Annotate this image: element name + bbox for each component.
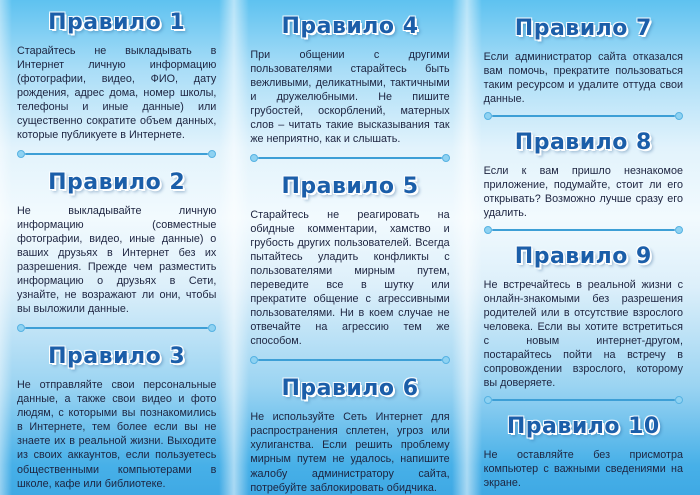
rule-card-1 [17,6,216,166]
divider-line [258,359,441,361]
rule-title-7: Правило 7 [514,16,652,41]
divider-dot-icon [675,112,683,120]
divider-dot-icon [675,396,683,404]
divider-dot-icon [208,150,216,158]
divider-line [492,115,675,117]
divider [17,324,216,332]
divider-dot-icon [208,324,216,332]
rule-title-1: Правило 1 [48,10,186,35]
rule-card-4 [250,10,449,170]
divider-dot-icon [250,154,258,162]
divider [484,396,683,404]
rule-body-3: Не отправляйте свои персональные данные, а также свои видео и фото людям, с которыми вы познакомились в Интернете, тем более если вы не знаете их в реальной жизни. Выходите из своих аккаунтов, если пользуетесь общественными компьютерами в школе, кафе или библиотеке. [17,379,217,490]
divider-dot-icon [250,356,258,364]
rule-body-1: Старайтесь не выкладывать в Интернет личную информацию (фотографии, видео, ФИО, дату рождения, адрес дома, номер школы, телефоны и иные данные) или существенно сократите объем данных, которые публикуете в Интернете. [17,44,217,142]
divider [17,150,216,158]
rule-card-5 [250,170,449,372]
divider-line [492,229,675,231]
divider-dot-icon [484,112,492,120]
panel-left [0,0,233,495]
rule-card-6 [250,372,449,495]
divider [484,112,683,120]
rule-card-9 [484,240,683,410]
rule-body-6: Не используйте Сеть Интернет для распространения сплетен, угроз или хулиганства. Если решить проблему мирным путем не удалось, напишите жалобу администратору сайта, потребуйте заблокировать обидчика. [250,411,450,494]
divider [484,226,683,234]
rule-title-2: Правило 2 [48,170,186,196]
divider-dot-icon [484,396,492,404]
rule-body-4: При общении с другими пользователями старайтесь быть вежливыми, деликатными, тактичными и дружелюбными. Не пишите грубостей, оскорблений, матерных слов – читать такие высказывания так же неприятно, как и слышать. [250,48,450,146]
divider [250,154,449,162]
rule-body-7: Если администратор сайта отказался вам помочь, прекратите пользоваться таким ресурсом и удалите оттуда свои данные. [483,50,683,106]
divider-dot-icon [17,324,25,332]
rule-card-7 [484,12,683,126]
rule-title-3: Правило 3 [48,344,186,370]
divider-dot-icon [484,226,492,234]
rule-title-4: Правило 4 [281,14,419,39]
divider-dot-icon [442,356,450,364]
divider-dot-icon [442,154,450,162]
divider-dot-icon [675,226,683,234]
rule-body-2: Не выкладывайте личную информацию (совместные фотографии, видео, иные данные) о ваших друзьях в Интернет без их разрешения. Прежде чем разместить информацию о друзьях в Сети, узнайте, не возражают ли они, чтобы вы выложили данные. [17,205,217,316]
rule-body-10: Не оставляйте без присмотра компьютер с важными сведениями на экране. [483,449,683,490]
rule-card-2 [17,166,216,340]
divider-dot-icon [17,150,25,158]
rule-card-3 [17,340,216,495]
rule-body-9: Не встречайтесь в реальной жизни с онлайн-знакомыми без разрешения родителей или в отсутствие взрослого человека. Если вы хотите встретиться с новым интернет-другом, постарайтесь пойти на встречу в сопровождении взрослого, которому вы доверяете. [483,279,683,390]
rule-card-10 [484,410,683,495]
rule-title-5: Правило 5 [281,174,419,200]
divider-line [25,327,208,329]
rule-title-8: Правило 8 [514,130,652,156]
rule-title-10: Правило 10 [506,414,660,440]
rule-title-6: Правило 6 [281,376,419,402]
rule-body-5: Старайтесь не реагировать на обидные комментарии, хамство и грубость других пользователей. Всегда пытайтесь уладить конфликты с пользователями мирным путем, переведите все в шутку или прекратите общение с агрессивными пользователями. Ни в коем случае не отвечайте на агрессию тем же способом. [250,209,450,348]
rule-body-8: Если к вам пришло незнакомое приложение, подумайте, стоит ли его открывать? Возможно лучше сразу его удалить. [483,165,683,220]
divider-line [492,399,675,401]
rule-title-9: Правило 9 [514,244,652,270]
panel-middle [233,0,466,495]
divider-line [25,153,208,155]
divider-line [258,157,441,159]
rule-card-8 [484,126,683,240]
divider [250,356,449,364]
panel-right [467,0,700,495]
